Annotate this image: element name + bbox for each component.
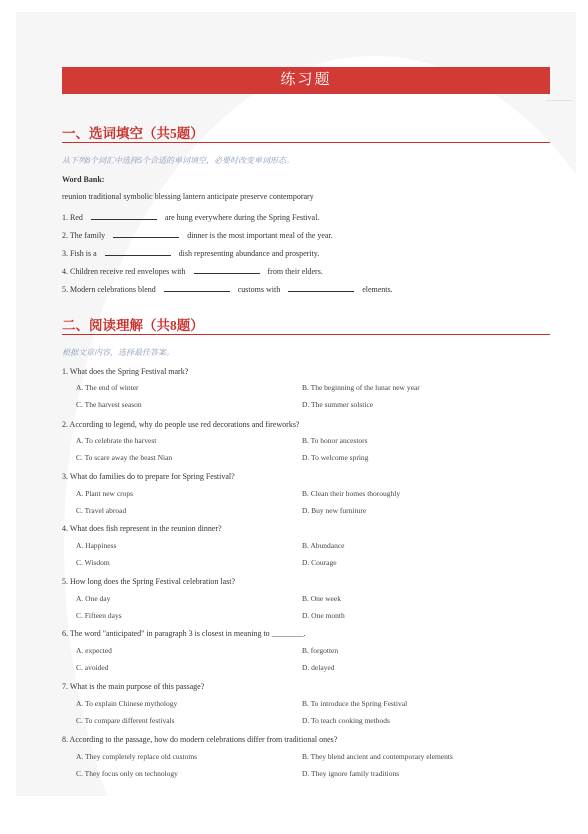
option-d[interactable]: D. Courage [302, 558, 337, 567]
option-d[interactable]: D. One month [302, 611, 345, 620]
option-c[interactable]: C. Wisdom [76, 558, 110, 567]
option-b[interactable]: B. They blend ancient and contemporary elements [302, 752, 453, 761]
item-text: from their elders. [267, 267, 323, 276]
option-c[interactable]: C. Fifteen days [76, 611, 122, 620]
item-text: Children receive red envelopes with [70, 267, 186, 276]
question-2: 2. According to legend, why do people use red decorations and fireworks? [62, 420, 300, 429]
option-d[interactable]: D. The summer solstice [302, 400, 374, 409]
blank-field[interactable] [113, 236, 179, 238]
item-text: customs with [237, 285, 281, 294]
option-b[interactable]: B. forgotten [302, 646, 339, 655]
option-a[interactable]: A. To explain Chinese mythology [76, 699, 178, 708]
option-b[interactable]: B. Abundance [302, 541, 345, 550]
item-number: 4. [62, 267, 68, 276]
option-c[interactable]: C. avoided [76, 663, 109, 672]
item-number: 1. [62, 213, 68, 222]
option-b[interactable]: B. To introduce the Spring Festival [302, 699, 408, 708]
item-text: Fish is a [70, 249, 97, 258]
blank-field[interactable] [105, 254, 171, 256]
blank-field[interactable] [288, 290, 354, 292]
item-number: 3. [62, 249, 68, 258]
section2-instructions: 根据文章内容，选择最佳答案。 [62, 348, 174, 357]
page-title: 练习题 [62, 67, 550, 94]
option-d[interactable]: D. To teach cooking methods [302, 716, 390, 725]
section1-rule [62, 142, 550, 143]
section2-rule [62, 334, 550, 335]
option-a[interactable]: A. Plant new crops [76, 489, 134, 498]
question-1: 1. What does the Spring Festival mark? [62, 367, 189, 376]
question-7: 7. What is the main purpose of this passage? [62, 682, 205, 691]
section1-heading: 一、选词填空（共5题） [62, 126, 204, 141]
question-4: 4. What does fish represent in the reunion dinner? [62, 524, 222, 533]
word-bank-label: Word Bank: [62, 175, 105, 184]
item-text: dinner is the most important meal of the year. [187, 231, 333, 240]
item-number: 5. [62, 285, 68, 294]
option-d[interactable]: D. They ignore family traditions [302, 769, 400, 778]
blank-field[interactable] [164, 290, 230, 292]
option-a[interactable]: A. To celebrate the harvest [76, 436, 157, 445]
option-c[interactable]: C. To compare different festivals [76, 716, 175, 725]
item-text: dish representing abundance and prosperity. [178, 249, 320, 258]
fill-item-3 [62, 249, 319, 258]
option-a[interactable]: A. One day [76, 594, 111, 603]
section1-instructions: 从下列8个词汇中选择5个合适的单词填空，必要时改变单词形态。 [62, 156, 294, 165]
blank-field[interactable] [194, 272, 260, 274]
section2-heading: 二、阅读理解（共8题） [62, 318, 204, 333]
question-6: 6. The word "anticipated" in paragraph 3 is closest in meaning to ________. [62, 629, 306, 638]
option-d[interactable]: D. delayed [302, 663, 335, 672]
option-a[interactable]: A. Happiness [76, 541, 117, 550]
item-text: are hung everywhere during the Spring Festival. [164, 213, 320, 222]
option-b[interactable]: B. One week [302, 594, 341, 603]
option-d[interactable]: D. Buy new furniture [302, 506, 367, 515]
blank-field[interactable] [91, 218, 157, 220]
option-a[interactable]: A. The end of winter [76, 383, 139, 392]
item-text: Red [70, 213, 83, 222]
option-c[interactable]: C. The harvest season [76, 400, 142, 409]
question-5: 5. How long does the Spring Festival celebration last? [62, 577, 236, 586]
item-text: Modern celebrations blend [70, 285, 156, 294]
option-c[interactable]: C. Travel abroad [76, 506, 127, 515]
word-bank: reunion traditional symbolic blessing lantern anticipate preserve contemporary [62, 192, 314, 201]
fill-item-5 [62, 285, 393, 294]
item-text: The family [69, 231, 106, 240]
option-a[interactable]: A. expected [76, 646, 112, 655]
fill-item-4 [62, 267, 323, 276]
fill-item-1 [62, 213, 319, 222]
question-3: 3. What do families do to prepare for Spring Festival? [62, 472, 235, 481]
question-8: 8. According to the passage, how do modern celebrations differ from traditional ones? [62, 735, 338, 744]
item-number: 2. [62, 231, 68, 240]
option-c[interactable]: C. To scare away the beast Nian [76, 453, 173, 462]
option-d[interactable]: D. To welcome spring [302, 453, 369, 462]
option-c[interactable]: C. They focus only on technology [76, 769, 178, 778]
item-text: elements. [362, 285, 393, 294]
option-b[interactable]: B. Clean their homes thoroughly [302, 489, 401, 498]
fill-item-2 [62, 231, 333, 240]
option-b[interactable]: B. The beginning of the lunar new year [302, 383, 420, 392]
option-a[interactable]: A. They completely replace old customs [76, 752, 198, 761]
option-b[interactable]: B. To honor ancestors [302, 436, 368, 445]
